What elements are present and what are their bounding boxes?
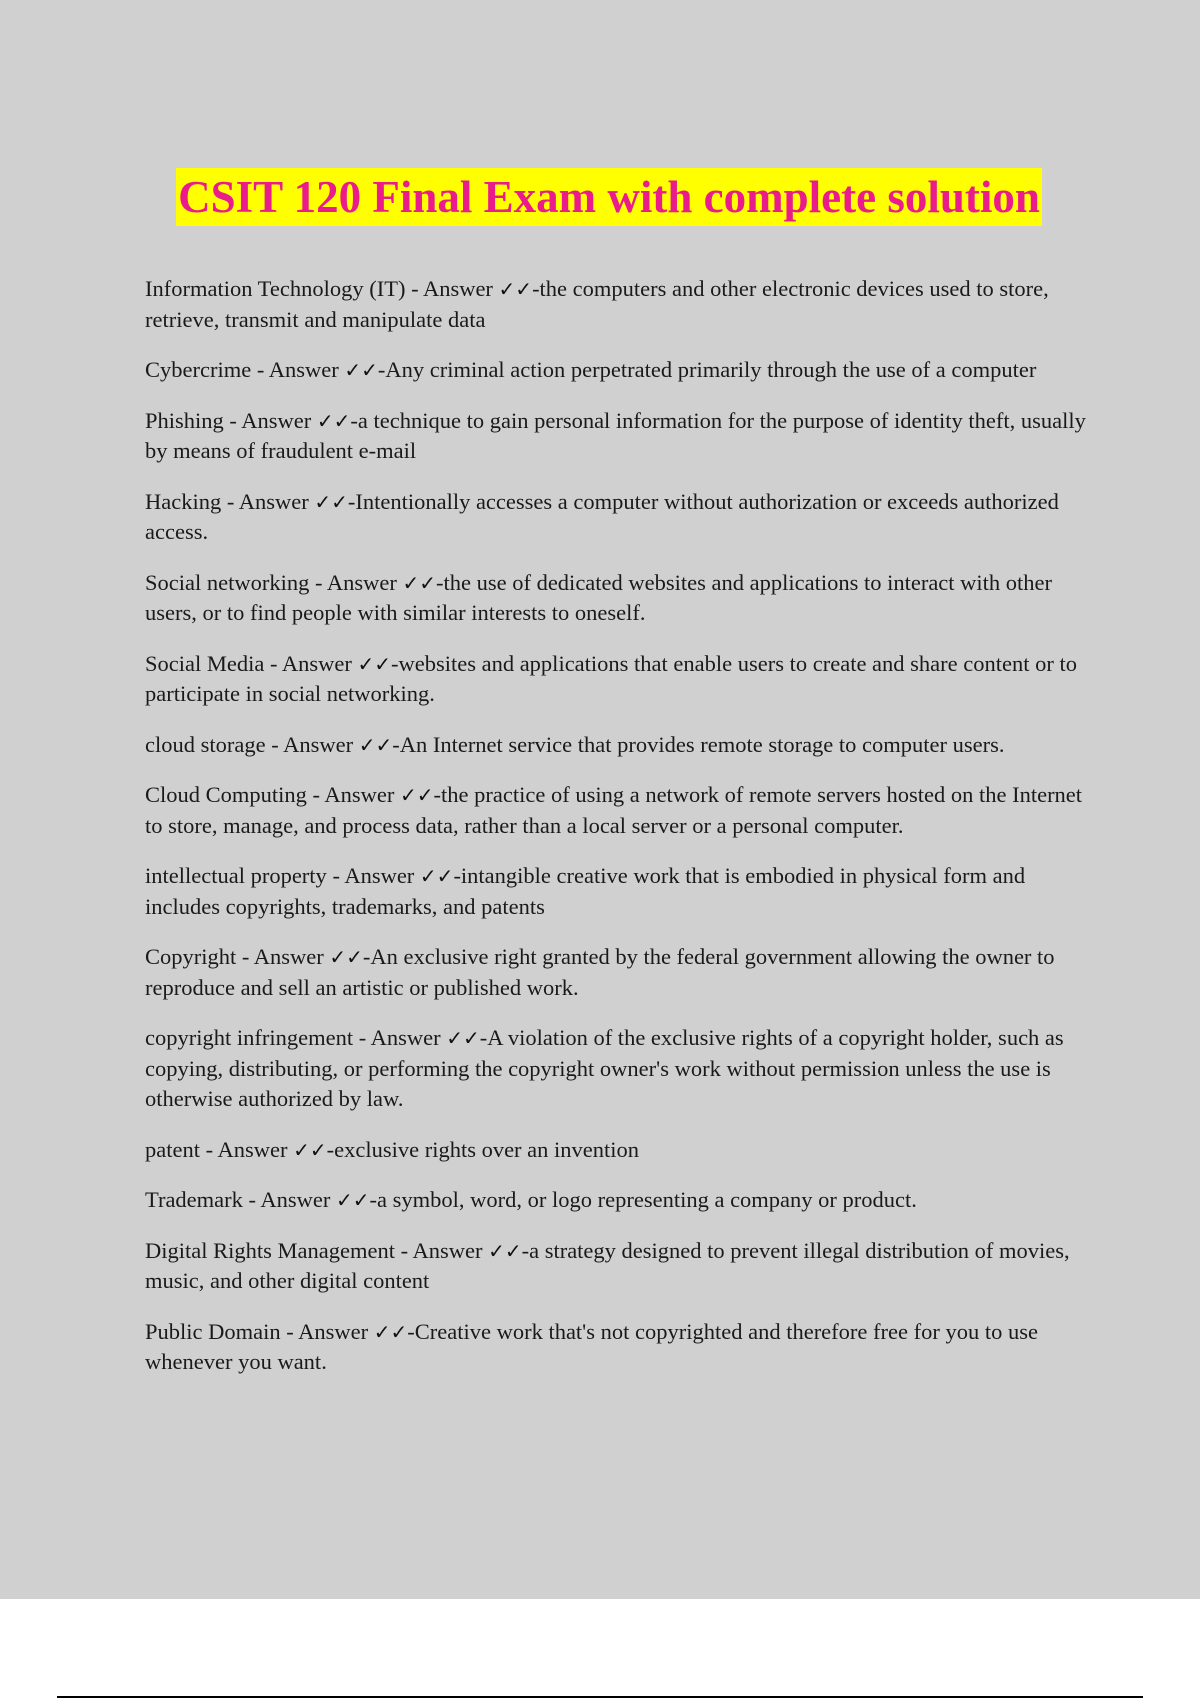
entry-separator: - Answer <box>251 357 345 382</box>
entry-answer: -A violation of the exclusive rights of a copyright holder, such as copying, distributing, or performing the copyright owner's work without permission unless the use is otherwise authorized by law. <box>145 1025 1064 1111</box>
entry-answer: -Any criminal action perpetrated primarily through the use of a computer <box>377 357 1037 382</box>
qa-entry <box>145 1185 1095 1216</box>
entry-answer: -websites and applications that enable users to create and share content or to participate in social networking. <box>145 650 1077 706</box>
qa-entry <box>145 649 1095 710</box>
entry-term: intellectual property <box>145 863 327 888</box>
qa-entry <box>145 568 1095 629</box>
entry-answer: -a technique to gain personal information for the purpose of identity theft, usually by means of fraudulent e-mail <box>145 407 1086 463</box>
qa-entry <box>145 1236 1095 1297</box>
double-check-icon: ✓✓ <box>316 408 351 433</box>
qa-entry <box>145 780 1095 841</box>
qa-entry <box>145 1023 1095 1115</box>
entry-answer: -a symbol, word, or logo representing a company or product. <box>369 1187 917 1212</box>
footer-divider <box>57 1696 1143 1698</box>
qa-entry <box>145 1135 1095 1166</box>
entry-answer: -a strategy designed to prevent illegal distribution of movies, music, and other digital content <box>145 1237 1070 1293</box>
entry-separator: - Answer <box>280 1318 374 1344</box>
qa-entry <box>145 487 1095 548</box>
double-check-icon: ✓✓ <box>336 1188 370 1212</box>
qa-entry <box>145 355 1095 386</box>
entry-term: Cloud Computing <box>145 782 307 807</box>
entry-term: Social Media <box>145 650 265 676</box>
qa-entry <box>145 274 1095 335</box>
entry-term: Hacking <box>145 488 222 514</box>
entry-term: Copyright <box>145 944 237 969</box>
entry-term: Cybercrime <box>145 357 252 382</box>
entry-separator: - Answer <box>265 731 359 757</box>
entry-term: cloud storage <box>145 731 266 757</box>
double-check-icon: ✓✓ <box>344 358 378 382</box>
double-check-icon: ✓✓ <box>329 945 363 969</box>
double-check-icon: ✓✓ <box>314 489 348 514</box>
entry-answer: -An Internet service that provides remote storage to computer users. <box>392 731 1005 757</box>
entry-separator: - Answer <box>326 863 420 888</box>
entry-separator: - Answer <box>242 1187 337 1212</box>
entry-separator: - Answer <box>264 650 358 676</box>
entry-term: Public Domain <box>145 1318 281 1344</box>
entry-answer: -exclusive rights over an invention <box>326 1136 640 1162</box>
entry-term: copyright infringement <box>145 1025 354 1050</box>
qa-entry <box>145 406 1095 467</box>
entry-answer: -intangible creative work that is embodied in physical form and includes copyrights, trademarks, and patents <box>145 863 1026 919</box>
double-check-icon: ✓✓ <box>446 1026 480 1050</box>
double-check-icon: ✓✓ <box>498 277 533 301</box>
entry-separator: - Answer <box>353 1025 447 1050</box>
document-title: CSIT 120 Final Exam with complete solution <box>176 168 1042 226</box>
qa-entry <box>145 942 1095 1003</box>
entry-term: Social networking <box>145 569 310 595</box>
double-check-icon: ✓✓ <box>373 1319 408 1344</box>
double-check-icon: ✓✓ <box>402 570 436 595</box>
entry-answer: -the practice of using a network of remote servers hosted on the Internet to store, manage, and process data, rather than a local server or a personal computer. <box>145 782 1083 838</box>
double-check-icon: ✓✓ <box>488 1238 522 1263</box>
entry-answer: -Intentionally accesses a computer without authorization or exceeds authorized access. <box>145 488 1059 544</box>
qa-list <box>145 274 1095 1398</box>
entry-separator: - Answer <box>405 276 499 301</box>
double-check-icon: ✓✓ <box>400 783 434 807</box>
double-check-icon: ✓✓ <box>419 864 454 888</box>
entry-separator: - Answer <box>394 1237 489 1263</box>
qa-entry <box>145 861 1095 922</box>
qa-entry <box>145 730 1095 761</box>
entry-term: Information Technology (IT) <box>145 276 406 301</box>
entry-separator: - Answer <box>199 1136 294 1162</box>
entry-separator: - Answer <box>223 407 317 433</box>
double-check-icon: ✓✓ <box>293 1137 327 1162</box>
entry-answer: -An exclusive right granted by the federal government allowing the owner to reproduce and sell an artistic or published work. <box>145 944 1055 1000</box>
entry-term: Digital Rights Management <box>145 1237 395 1263</box>
entry-answer: -Creative work that's not copyrighted and therefore free for you to use whenever you want. <box>145 1318 1038 1374</box>
double-check-icon: ✓✓ <box>357 651 391 676</box>
entry-separator: - Answer <box>236 944 330 969</box>
qa-entry <box>145 1317 1095 1378</box>
double-check-icon: ✓✓ <box>358 732 393 757</box>
page-bottom-margin <box>0 1599 1200 1700</box>
entry-separator: - Answer <box>221 488 315 514</box>
entry-term: Trademark <box>145 1187 243 1212</box>
title-container <box>0 168 1200 226</box>
entry-answer: -the use of dedicated websites and applications to interact with other users, or to find people with similar interests to oneself. <box>145 569 1053 625</box>
entry-separator: - Answer <box>309 569 403 595</box>
entry-separator: - Answer <box>306 782 401 807</box>
entry-term: patent <box>145 1136 200 1162</box>
entry-term: Phishing <box>145 407 224 433</box>
entry-answer: -the computers and other electronic devices used to store, retrieve, transmit and manipulate data <box>145 276 1049 332</box>
